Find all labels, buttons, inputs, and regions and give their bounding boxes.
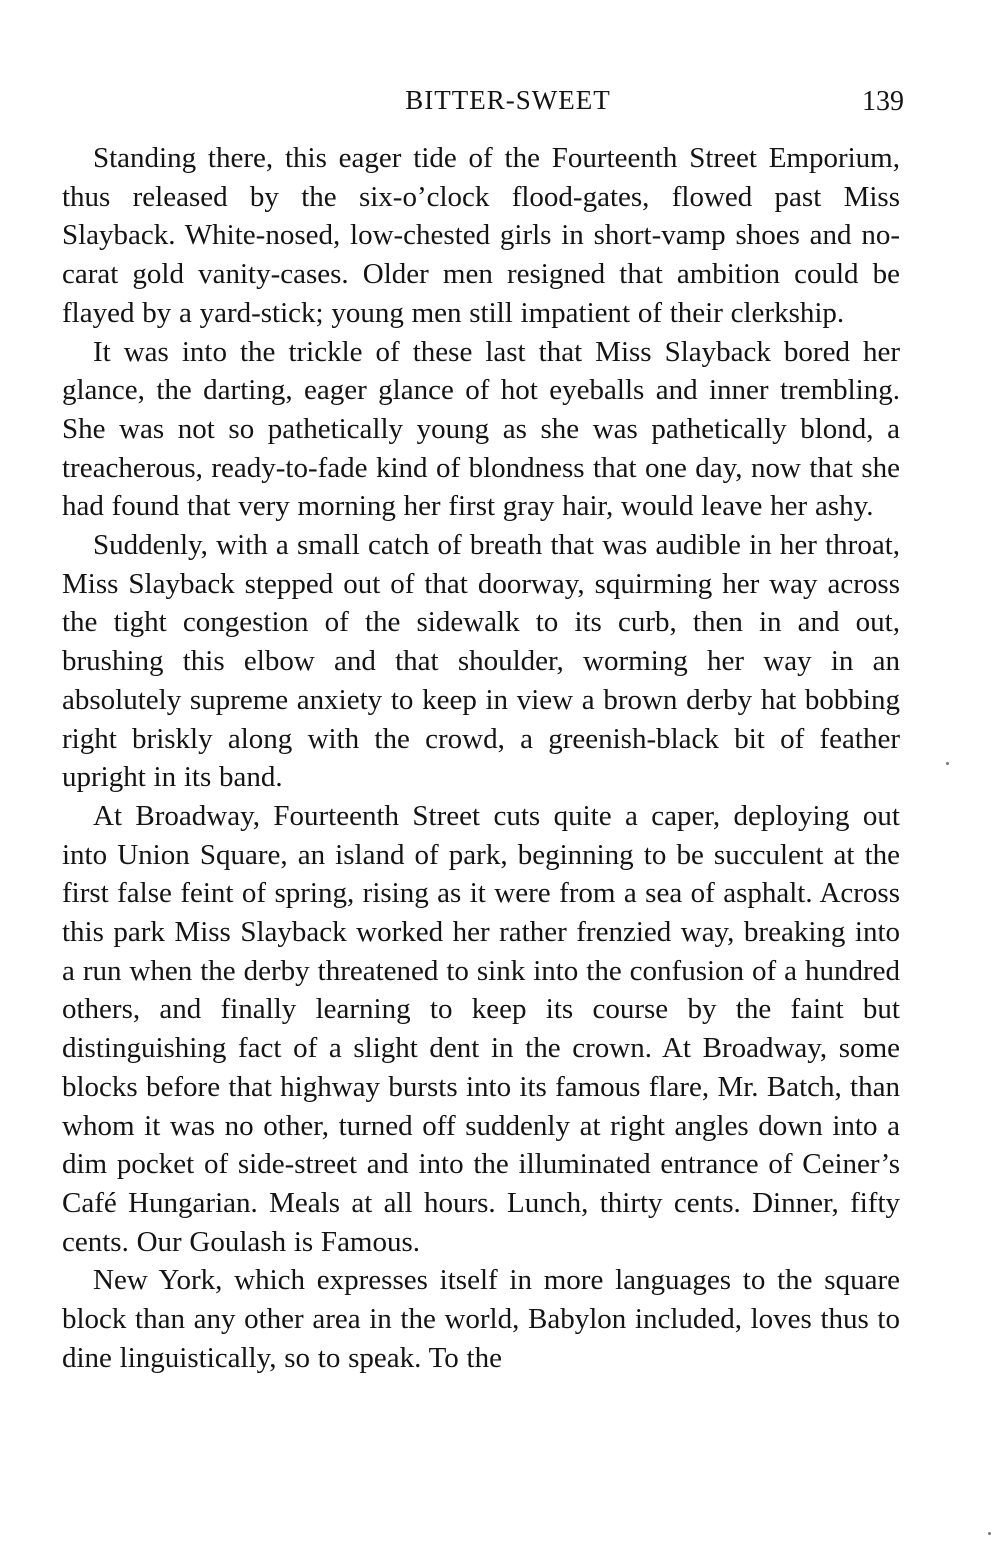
page-number: 139 <box>862 86 904 117</box>
running-title: BITTER-SWEET <box>405 85 611 115</box>
paragraph: It was into the trickle of these last that Miss Slayback bored her glance, the darting, eager glance of hot eyeballs and inner trembling. She was not so pathetically young as she was pathetically blond, a treacherous, ready-to-fade kind of blondness that one day, now that she had found that very morning her first gray hair, would leave her ashy. <box>62 335 900 523</box>
paragraph: At Broadway, Fourteenth Street cuts quite a caper, deploying out into Union Square, an island of park, beginning to be succulent at the first false feint of spring, rising as it were from a sea of asphalt. Across this park Miss Slayback worked her rather frenzied way, breaking into a run when the derby threatened to sink into the confusion of a hundred others, and finally learning to keep its course by the faint but distinguishing fact of a slight dent in the crown. At Broadway, some blocks before that highway bursts into its famous flare, Mr. Batch, than whom it was no other, turned off suddenly at right angles down into a dim pocket of side-street and into the illuminated entrance of Ceiner’s Café Hungarian. Meals at all hours. Lunch, thirty cents. Dinner, fifty cents. Our Goulash is Famous. <box>62 799 900 1258</box>
scan-speck <box>946 762 949 765</box>
paragraph: Suddenly, with a small catch of breath that was audible in her throat, Miss Slayback stepped out of that doorway, squirming her way across the tight congestion of the sidewalk to its curb, then in and out, brushing this elbow and that shoulder, worming her way in an absolutely supreme anxiety to keep in view a brown derby hat bobbing right briskly along with the crowd, a greenish-black bit of feather upright in its band. <box>62 529 900 794</box>
body-text <box>62 139 900 1378</box>
paragraph: New York, which expresses itself in more languages to the square block than any other area in the world, Babylon included, loves thus to dine linguistically, so to speak. To the <box>62 1264 900 1374</box>
scan-speck <box>988 1532 991 1535</box>
paragraph: Standing there, this eager tide of the Fourteenth Street Emporium, thus released by the six-o’clock flood-gates, flowed past Miss Slayback. White-nosed, low-chested girls in short-vamp shoes and no-carat gold vanity-cases. Older men resigned that ambition could be flayed by a yard-stick; young men still impatient of their clerkship. <box>62 142 900 329</box>
running-head <box>62 80 904 120</box>
